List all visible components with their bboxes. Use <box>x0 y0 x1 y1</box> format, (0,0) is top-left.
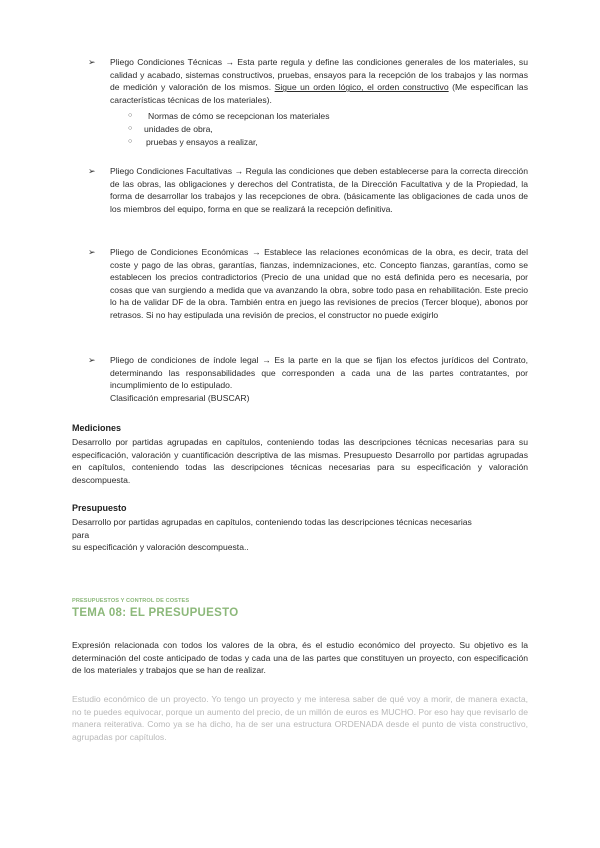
mediciones-text: Desarrollo por partidas agrupadas en capítulos, conteniendo todas las descripciones técnicas necesarias para su especificación, valoración y cuantificación descriptiva de las mismas. Presupuesto Desarrollo por partidas agrupadas en capítulos, conteniendo todas las descripciones técnicas necesarias para su especificación y valoración descompuesta. <box>72 437 528 485</box>
arrow-bullet-icon: ➢ <box>88 355 96 365</box>
intro-paragraph: Expresión relacionada con todos los valores de la obra, és el estudio económico del proyecto. Su objetivo es la determinación del coste anticipado de todas y cada una de las partes que constituyen un proyecto, con especificación de los materiales y trabajos que se han de realizar. <box>72 640 528 676</box>
bullet-extra: Clasificación empresarial (BUSCAR) <box>110 392 250 403</box>
arrow-bullet-icon: ➢ <box>88 57 96 67</box>
faded-paragraph: Estudio económico de un proyecto. Yo tengo un proyecto y me interesa saber de qué voy a morir, de manera exacta, no te puedes equivocar, porque un aumento del precio, de un millón de euros es MUCHO. Por eso hay que revisarlo de manera reiterativa. Como ya se ha dicho, ha de ser una estructura ORDENADA desde el punto de vista constructivo, agrupadas por capítulos. <box>72 694 528 742</box>
circle-bullet-icon: ○ <box>128 112 133 119</box>
arrow-bullet-icon: ➢ <box>88 166 96 176</box>
presupuesto-heading: Presupuesto <box>72 503 127 513</box>
bullet-facultativas: Pliego Condiciones Facultativas → Regula las condiciones que deben establecerse para la correcta dirección de las obras, las obligaciones y derechos del Contratista, de la Dirección Facultativa y de la Propiedad, la forma de desarrollar los trabajos y las recepciones de obra. (básicamente las obligaciones de cada unos de los miembros del equipo, forma en que se realizará la recepción definitiva. <box>110 166 528 214</box>
bullet-economicas: Pliego de Condiciones Económicas → Establece las relaciones económicas de la obra, es decir, trata del coste y pago de las obras, garantías, fianzas, indemnizaciones, etc. Concepto fianzas, garantías, como se establecen los precios contradictorios (Precio de una unidad que no está definida pero es necesaria, por cosas que van surgiendo a medida que va avanzando la obra, sobre todo pasa en rehabilitación. Este precio lo ha de validar DF de la obra. También entra en juego las revisiones de precios (Tercer bloque), abonos por retrasos. Si no hay estipulada una revisión de precios, el constructor no puede exigirlo <box>110 247 528 320</box>
section-title: TEMA 08: EL PRESUPUESTO <box>72 607 239 619</box>
bullet-tecnicas: Pliego Condiciones Técnicas → Esta parte regula y define las condiciones generales de los materiales, su calidad y acabado, sistemas constructivos, pruebas, ensayos para la recepción de los trabajos y las normas de medición y valoración de los mismos. Sigue un orden lógico, el orden constructivo (Me especifican las características técnicas de los materiales). <box>110 57 528 105</box>
presupuesto-text: Desarrollo por partidas agrupadas en capítulos, conteniendo todas las descripciones técnicas necesarias para su especificación y valoración descompuesta.. <box>72 517 472 553</box>
section-kicker: PRESUPUESTOS Y CONTROL DE COSTES <box>72 598 190 604</box>
circle-bullet-icon: ○ <box>128 138 133 145</box>
mediciones-heading: Mediciones <box>72 423 122 433</box>
subitem: Normas de cómo se recepcionan los materiales <box>148 111 330 121</box>
circle-bullet-icon: ○ <box>128 125 133 132</box>
subitem: pruebas y ensayos a realizar, <box>146 137 258 147</box>
underlined-note: Sigue un orden lógico, el orden constructivo <box>274 82 449 93</box>
arrow-bullet-icon: ➢ <box>88 247 96 257</box>
subitem: unidades de obra, <box>144 124 213 134</box>
bullet-legal: Pliego de condiciones de índole legal → Es la parte en la que se fijan los efectos jurídicos del Contrato, determinando las responsabilidades que corresponden a cada una de las partes contratantes, por incumplimiento de lo estipulado. Clasificación empresarial (BUSCAR) <box>110 355 528 403</box>
